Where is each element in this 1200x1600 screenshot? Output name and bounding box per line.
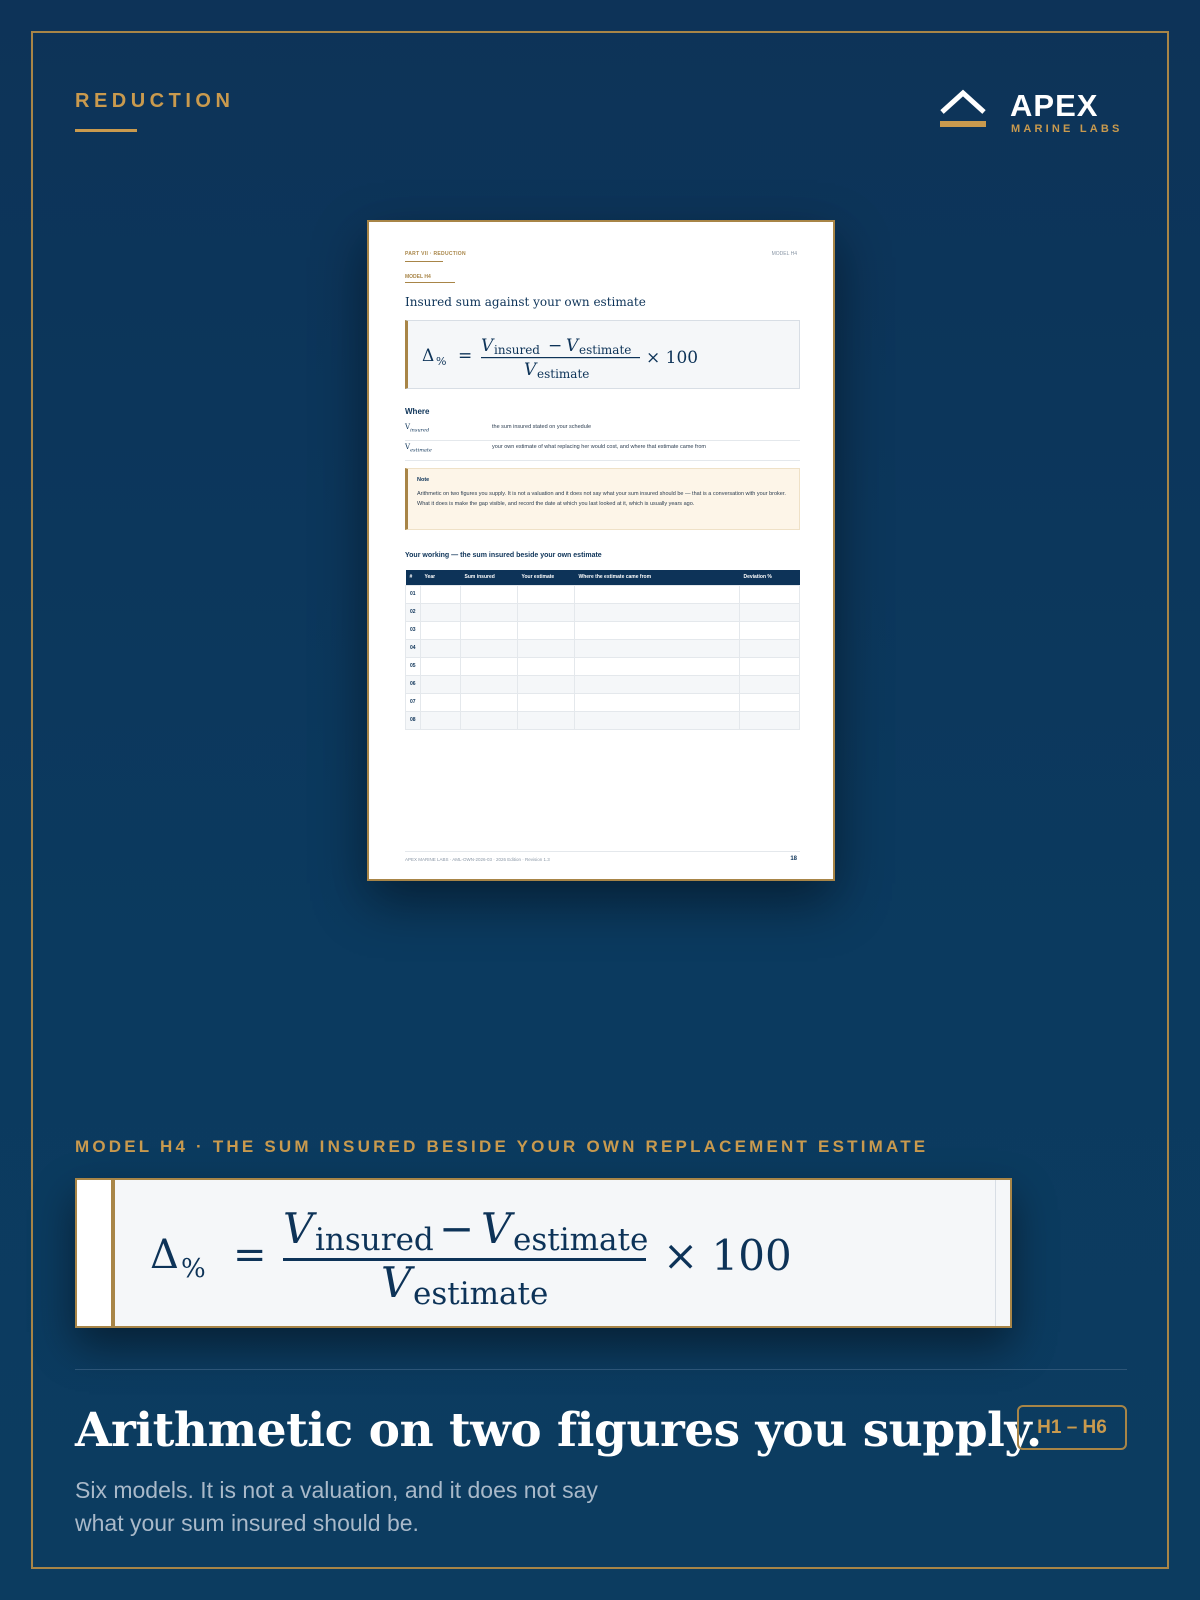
- doc-formula-equals: =: [458, 346, 473, 366]
- estimate-cell[interactable]: [518, 693, 575, 711]
- formula-num-a-sub: insured: [315, 1222, 434, 1258]
- sum-insured-cell[interactable]: [461, 585, 518, 603]
- doc-formula-num-a: V: [481, 336, 494, 356]
- formula-lhs: Δ: [150, 1232, 179, 1278]
- formula-den: V: [381, 1258, 412, 1307]
- doc-formula-lhs-sub: %: [436, 355, 447, 368]
- formula-equals: =: [233, 1232, 267, 1278]
- section-divider: [75, 1369, 1127, 1370]
- row-number: 03: [406, 621, 421, 639]
- brand-logo: [938, 88, 1138, 138]
- big-formula: [77, 1180, 1010, 1326]
- estimate-source-cell[interactable]: [575, 639, 740, 657]
- year-cell[interactable]: [421, 639, 461, 657]
- deviation-cell[interactable]: [740, 657, 800, 675]
- estimate-source-cell[interactable]: [575, 621, 740, 639]
- table-header-row: [406, 570, 800, 585]
- doc-formula: [408, 321, 800, 388]
- table-header-cell: #: [406, 570, 421, 585]
- section-kicker: REDUCTION: [75, 90, 235, 112]
- estimate-source-cell[interactable]: [575, 603, 740, 621]
- kicker-rule: [75, 129, 137, 132]
- estimate-cell[interactable]: [518, 711, 575, 729]
- estimate-cell[interactable]: [518, 603, 575, 621]
- row-number: 05: [406, 657, 421, 675]
- doc-where-symbol: $V_{estimate}$: [405, 443, 432, 454]
- doc-where-definition: your own estimate of what replacing her would cost, and where that estimate came from: [492, 444, 706, 450]
- estimate-source-cell[interactable]: [575, 675, 740, 693]
- doc-where-heading: Where: [405, 407, 430, 416]
- doc-note-heading: Note: [417, 477, 430, 483]
- formula-lhs-sub: %: [181, 1254, 206, 1284]
- formula-num-b: V: [481, 1204, 512, 1253]
- year-cell[interactable]: [421, 711, 461, 729]
- deviation-cell[interactable]: [740, 693, 800, 711]
- deviation-cell[interactable]: [740, 603, 800, 621]
- table-row: [406, 675, 800, 693]
- table-row: [406, 657, 800, 675]
- brand-name: APEX: [1010, 88, 1099, 123]
- estimate-cell[interactable]: [518, 639, 575, 657]
- formula-minus: −: [439, 1204, 475, 1253]
- sum-insured-cell[interactable]: [461, 603, 518, 621]
- estimate-source-cell[interactable]: [575, 585, 740, 603]
- table-row: [406, 603, 800, 621]
- estimate-cell[interactable]: [518, 585, 575, 603]
- year-cell[interactable]: [421, 693, 461, 711]
- deviation-cell[interactable]: [740, 675, 800, 693]
- doc-formula-lhs: Δ: [422, 346, 435, 366]
- table-header-cell: Deviation %: [740, 570, 800, 585]
- estimate-cell[interactable]: [518, 675, 575, 693]
- doc-formula-num-b: V: [566, 336, 579, 356]
- sum-insured-cell[interactable]: [461, 711, 518, 729]
- row-number: 07: [406, 693, 421, 711]
- formula-fraction-bar: [283, 1258, 646, 1261]
- subtext: Six models. It is not a valuation, and it does not say what your sum insured should be.: [75, 1477, 598, 1536]
- doc-footer-text: APEX MARINE LABS · AML-OWN-2026-03 · 2026 Edition · Revision 1.3: [405, 857, 550, 862]
- doc-part-label: PART VII · REDUCTION: [405, 251, 466, 257]
- sum-insured-cell[interactable]: [461, 621, 518, 639]
- formula-num-b-sub: estimate: [513, 1222, 649, 1258]
- row-number: 02: [406, 603, 421, 621]
- doc-note-body: Arithmetic on two figures you supply. It is not a valuation and it does not say what your sum insured should be — that is a conversation with your broker. What it does is make the gap visible, and record the date at which you last looked at it, which is usually years ago.: [417, 491, 786, 507]
- model-range-badge: H1 – H6: [1017, 1405, 1127, 1450]
- headline: Arithmetic on two figures you supply.: [75, 1403, 1042, 1458]
- deviation-cell[interactable]: [740, 585, 800, 603]
- doc-formula-box: [405, 320, 800, 389]
- doc-where-row: [405, 421, 800, 441]
- doc-formula-num-b-sub: estimate: [579, 343, 632, 357]
- model-label: MODEL H4 · THE SUM INSURED BESIDE YOUR OWN REPLACEMENT ESTIMATE: [75, 1137, 929, 1156]
- document-page-preview: [367, 220, 835, 881]
- estimate-cell[interactable]: [518, 657, 575, 675]
- sum-insured-cell[interactable]: [461, 693, 518, 711]
- doc-where-definition: the sum insured stated on your schedule: [492, 424, 592, 430]
- doc-formula-fraction-bar: [481, 357, 640, 358]
- formula-multiplier: × 100: [663, 1231, 792, 1280]
- table-row: [406, 621, 800, 639]
- doc-formula-den-sub: estimate: [537, 367, 590, 381]
- table-header-cell: Sum insured: [461, 570, 518, 585]
- doc-formula-multiplier: × 100: [646, 348, 699, 368]
- doc-model-ref: MODEL H4: [771, 251, 797, 257]
- year-cell[interactable]: [421, 675, 461, 693]
- doc-part-rule: [405, 261, 443, 262]
- table-row: [406, 693, 800, 711]
- row-number: 06: [406, 675, 421, 693]
- estimate-source-cell[interactable]: [575, 693, 740, 711]
- roof-logo-icon: [938, 88, 988, 130]
- doc-title: Insured sum against your own estimate: [405, 295, 646, 309]
- table-header-cell: Year: [421, 570, 461, 585]
- doc-formula-minus: −: [548, 336, 563, 356]
- table-row: [406, 711, 800, 729]
- estimate-source-cell[interactable]: [575, 657, 740, 675]
- table-row: [406, 585, 800, 603]
- doc-model-tag: MODEL H4: [405, 274, 431, 280]
- year-cell[interactable]: [421, 657, 461, 675]
- doc-formula-num-a-sub: insured: [494, 343, 540, 357]
- table-header-cell: Your estimate: [518, 570, 575, 585]
- doc-working-heading: Your working — the sum insured beside your own estimate: [405, 552, 602, 559]
- doc-page-number: 18: [790, 856, 797, 862]
- deviation-cell[interactable]: [740, 639, 800, 657]
- row-number: 01: [406, 585, 421, 603]
- formula-num-a: V: [283, 1204, 314, 1253]
- deviation-cell[interactable]: [740, 621, 800, 639]
- big-formula-card: [75, 1178, 1012, 1328]
- year-cell[interactable]: [421, 603, 461, 621]
- doc-model-tag-rule: [405, 282, 455, 283]
- doc-where-symbol: $V_{insured}$: [405, 423, 430, 434]
- sum-insured-cell[interactable]: [461, 657, 518, 675]
- sum-insured-cell[interactable]: [461, 639, 518, 657]
- table-row: [406, 639, 800, 657]
- year-cell[interactable]: [421, 585, 461, 603]
- table-header-cell: Where the estimate came from: [575, 570, 740, 585]
- formula-den-sub: estimate: [413, 1276, 549, 1312]
- doc-footer-rule: [405, 851, 800, 852]
- doc-where-row: [405, 441, 800, 461]
- sum-insured-cell[interactable]: [461, 675, 518, 693]
- doc-formula-den: V: [524, 360, 537, 380]
- row-number: 08: [406, 711, 421, 729]
- estimate-source-cell[interactable]: [575, 711, 740, 729]
- doc-working-table: [405, 570, 800, 730]
- deviation-cell[interactable]: [740, 711, 800, 729]
- year-cell[interactable]: [421, 621, 461, 639]
- row-number: 04: [406, 639, 421, 657]
- brand-subtitle: MARINE LABS: [1011, 123, 1123, 135]
- doc-note-box: [405, 468, 800, 530]
- estimate-cell[interactable]: [518, 621, 575, 639]
